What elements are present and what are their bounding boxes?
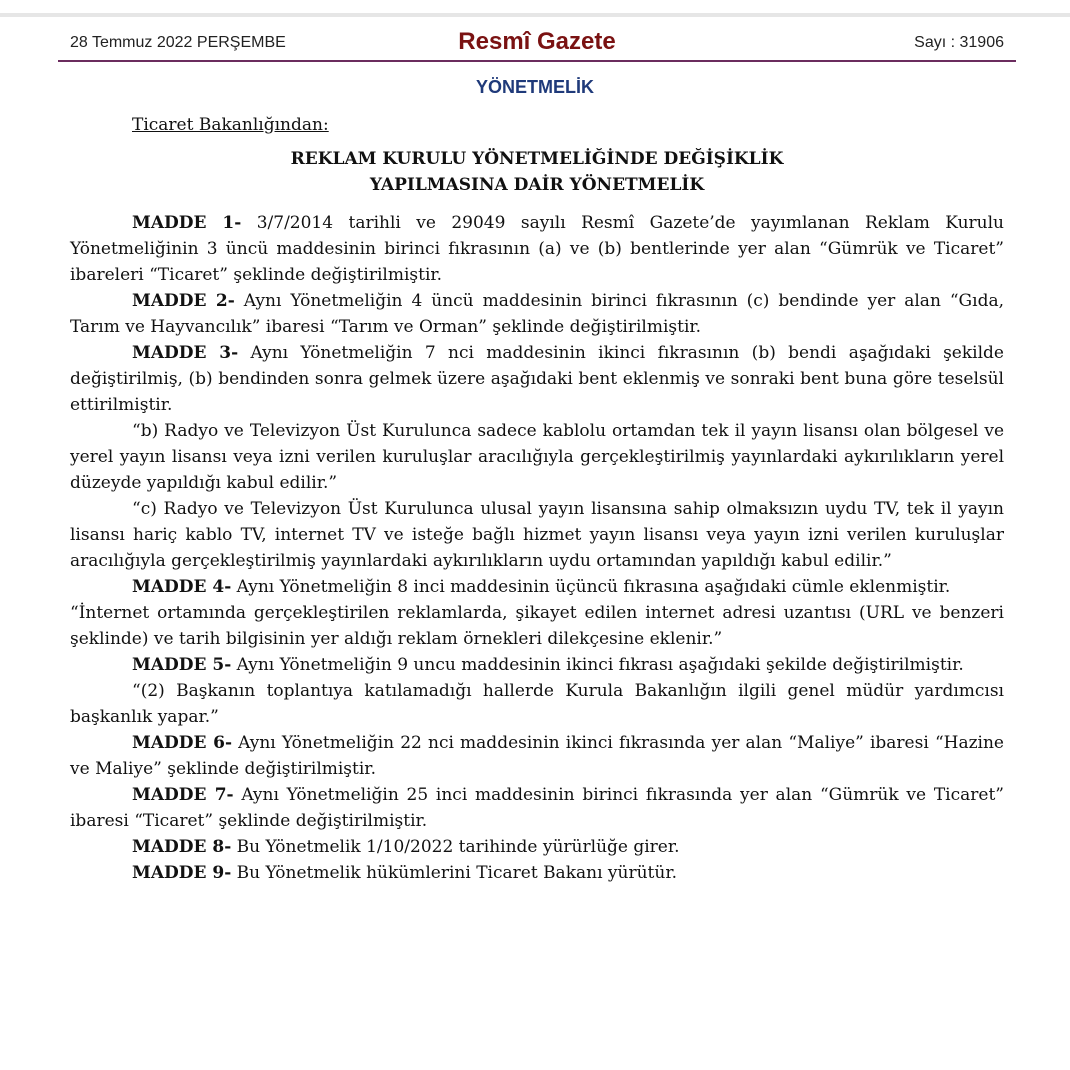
article-label: MADDE 3- (132, 343, 239, 363)
article-7 (70, 782, 1004, 834)
article-text: Aynı Yönetmeliğin 4 üncü maddesinin birinci fıkrasının (c) bendinde yer alan “Gıda, Tarım ve Hayvancılık” ibaresi “Tarım ve Orman” şeklinde değiştirilmiştir. (70, 291, 1004, 337)
quote-text: “İnternet ortamında gerçekleştirilen reklamlarda, şikayet edilen internet adresi uzantısı (URL ve benzeri şeklinde) ve tarih bilgisinin yer aldığı reklam örnekleri dilekçesine eklenir.” (70, 603, 1004, 649)
article-label: MADDE 7- (132, 785, 234, 805)
article-1 (70, 210, 1004, 288)
issue-date: 28 Temmuz 2022 PERŞEMBE (70, 34, 286, 51)
article-8 (70, 834, 1004, 860)
top-divider (0, 13, 1070, 17)
issue-number: Sayı : 31906 (914, 34, 1004, 51)
article-6 (70, 730, 1004, 782)
article-label: MADDE 9- (132, 863, 232, 883)
article-3 (70, 340, 1004, 418)
article-text: Bu Yönetmelik hükümlerini Ticaret Bakanı yürütür. (231, 863, 677, 883)
quote-2 (70, 678, 1004, 730)
article-4 (70, 574, 1004, 600)
section-heading: YÖNETMELİK (475, 77, 594, 97)
gazette-title: Resmî Gazete (458, 28, 616, 55)
document-title-line-1: REKLAM KURULU YÖNETMELİĞİNDE DEĞİŞİKLİK (290, 149, 784, 169)
quote-internet (70, 600, 1004, 652)
article-text: Aynı Yönetmeliğin 7 nci maddesinin ikinci fıkrasının (b) bendi aşağıdaki şekilde değiştirilmiş, (b) bendinden sonra gelmek üzere aşağıdaki bent eklenmiş ve sonraki bent buna göre teselsül ettirilmiştir. (70, 343, 1004, 415)
quote-c (70, 496, 1004, 574)
document-title-line-2: YAPILMASINA DAİR YÖNETMELİK (369, 175, 705, 195)
quote-text: “b) Radyo ve Televizyon Üst Kurulunca sadece kablolu ortamdan tek il yayın lisansı olan bölgesel ve yerel yayın lisansı veya izni verilen kuruluşlar aracılığıyla gerçekleştirilmiş yayınlardaki aykırılıkların yerel düzeyde yapıldığı kabul edilir.” (70, 421, 1004, 493)
article-text: Bu Yönetmelik 1/10/2022 tarihinde yürürlüğe girer. (231, 837, 680, 857)
issuer: Ticaret Bakanlığından: (132, 115, 329, 135)
article-text: Aynı Yönetmeliğin 8 inci maddesinin üçüncü fıkrasına aşağıdaki cümle eklenmiştir. (231, 577, 951, 597)
document-body (70, 112, 1004, 886)
article-text: Aynı Yönetmeliğin 25 inci maddesinin birinci fıkrasında yer alan “Gümrük ve Ticaret” ibaresi “Ticaret” şeklinde değiştirilmiştir. (70, 785, 1004, 831)
header-divider (58, 60, 1016, 62)
article-label: MADDE 2- (132, 291, 235, 311)
article-label: MADDE 1- (132, 213, 242, 233)
quote-text: “(2) Başkanın toplantıya katılamadığı hallerde Kurula Bakanlığın ilgili genel müdür yardımcısı başkanlık yapar.” (70, 681, 1004, 727)
article-text: 3/7/2014 tarihli ve 29049 sayılı Resmî Gazete’de yayımlanan Reklam Kurulu Yönetmeliğinin 3 üncü maddesinin birinci fıkrasının (a) ve (b) bentlerinde yer alan “Gümrük ve Ticaret” ibareleri “Ticaret” şeklinde değiştirilmiştir. (70, 213, 1004, 285)
gazette-header (58, 28, 1016, 60)
article-text: Aynı Yönetmeliğin 9 uncu maddesinin ikinci fıkrası aşağıdaki şekilde değiştirilmiştir. (231, 655, 964, 675)
article-label: MADDE 6- (132, 733, 233, 753)
article-label: MADDE 8- (132, 837, 232, 857)
article-2 (70, 288, 1004, 340)
quote-text: “c) Radyo ve Televizyon Üst Kurulunca ulusal yayın lisansına sahip olmaksızın uydu TV, tek il yayın lisansı hariç kablo TV, internet TV ve isteğe bağlı hizmet yayın lisansı veya yayın izni verilen kuruluşlar aracılığıyla gerçekleştirilmiş yayınlardaki aykırılıkların uydu ortamından yapıldığı kabul edilir.” (70, 499, 1004, 571)
article-text: Aynı Yönetmeliğin 22 nci maddesinin ikinci fıkrasında yer alan “Maliye” ibaresi “Hazine ve Maliye” şeklinde değiştirilmiştir. (70, 733, 1004, 779)
article-label: MADDE 5- (132, 655, 232, 675)
article-label: MADDE 4- (132, 577, 232, 597)
quote-b (70, 418, 1004, 496)
article-9 (70, 860, 1004, 886)
article-5 (70, 652, 1004, 678)
document-title (70, 146, 1004, 198)
